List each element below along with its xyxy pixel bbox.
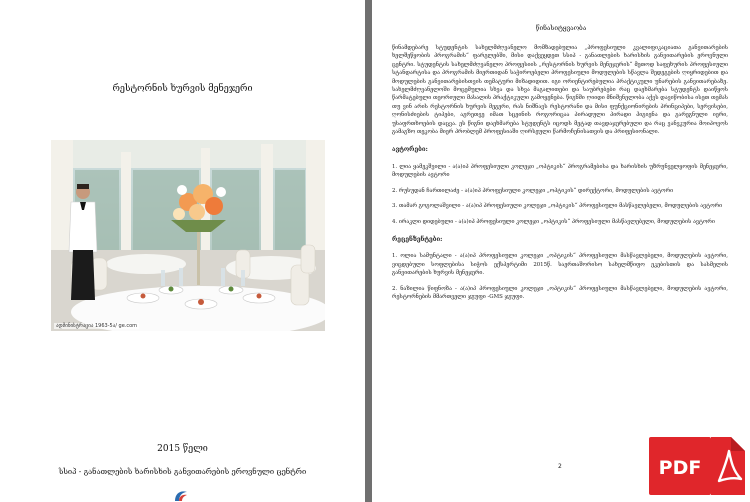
document-page-2 bbox=[372, 0, 750, 502]
author-item: 3. თამარ გოგოლაშვილი - ა(ა)იპ პროფესიული კოლეჯი „ოპტიკის“ პროფესიული მასწავლებელი, მოდულების ავტორი bbox=[392, 203, 723, 210]
restaurant-photo bbox=[51, 140, 325, 331]
cover-page bbox=[0, 0, 365, 502]
pdf-download-icon[interactable] bbox=[649, 437, 745, 495]
author-item: 4. ირაკლი დიდებული - ა(ა)იპ პროფესიული კოლეჯი „ოპტიკის“ პროფესიული მასწავლებელი, მოდულების ავტორი bbox=[392, 218, 715, 225]
author-item: 2. რუსუდან ჩართილაძე - ა(ა)იპ პროფესიული კოლეჯი „ოპტიკის“ დირექტორი, მოდულების ავტორი bbox=[392, 187, 674, 194]
pdf-label: PDF bbox=[658, 457, 702, 479]
reviewer-item: 1. ოლია სამუნტალი - ა(ა)იპ პროფესიული კოლეჯი „ოპტიკის“ პროფესიული მასწავლებელი, მოდულების ავტორი, ვიცდებული სოფლებისა სიჭოს ექსპერტიმი 2015წ. საერთაშორისო სახელმწიფო ეკებისთის და სასმელის განვითარების ხურვის მენეჯერი. bbox=[392, 253, 728, 277]
organization-logo bbox=[173, 489, 189, 502]
intro-paragraph: წინამდებარე სტუდენტის სახელმძღვანელო მომზადებულია „პროფესიული კვალიფიკაციათა განვითარების ხელშეწყობის პროგრამის“ ფარგლებში, მისი დაქვეყდეთ სსიპ - განათლების ხარისხის განვითარების ეროვნული ცენტრი. სტუდენტის სახელმძღვანელო პროფესიის „რესტორნის ხურვის მენეჯერის“ მეთოდ საფეხურის პროფესიული სტანდარტისა და პროგრამის მიერთიდან საჭიროებელი პროფესიული მოდულების სწავლა შედეგების ღიყრიდებით და მოდულების განვითარებისთვის თემატური მიზადიდით. იგი ორიენტირებულია პრაქტიკული უნარების განვითარებაზე. სახელმძღვანელოში მოცემულია სხვა და სხვა მაგალითები და საუბრებები რაც დაეხმარება სტუდენტს დაიწყოს წარმატებული თეორიული მასალის პრაქტიკული გამოყენება. წიგნში ღიიდი მნიშვნელობა აქვს დავიწობისა ისეთ თემას თუ ვინ არის რესტორნის ხურვის მეგერი, რას ნიშნავს რესტორანი და მისი ფუნქციონირების პრინციპები, სერვისები, ღონისძიების ტიპები, აგრეთვე იმათ სცეინის როგორიცაა პირადული პირადი ჰიგიენა და გარეგნული იერი, უსაფრთხოების დაცვა. ეს წიგნი დაეხმარება სტუდენტს იცოდს მეტად თავდაჯერებული და რაც ვანვკურია მოიპოვოს გამაგზო თეკობა მიერ პრობლემ პროფესიაში ღირსეული წარმოჩენისათვის და პრიფესიონალი. bbox=[392, 45, 728, 136]
page-heading: წინასიტყვაობა bbox=[535, 24, 587, 32]
reviewers-heading: რეცენზენტები: bbox=[392, 235, 443, 243]
cover-year: 2015 წელი bbox=[157, 444, 208, 454]
cover-title: რესტორნის ხურვის მენეჯერი bbox=[112, 84, 253, 94]
photo-watermark: ადმინისტრაცია 1963-5ა/ ge.com bbox=[56, 323, 138, 329]
page-body bbox=[392, 44, 728, 308]
reviewer-item: 2. ნაზილია წიფნოზა - ა(ა)იპ პროფესიული კოლეჯი „ოპტიკის“ პროფესიული მასწავლებელი, მოდულების ავტორი, რესტორნების მმართველი ჯგუფი -GMS ჯგუფი. bbox=[392, 285, 728, 300]
cover-organization: სსიპ - განათლების ხარისხის განვითარების ეროვნული ცენტრი bbox=[58, 467, 307, 476]
authors-heading: ავტორები: bbox=[392, 146, 428, 154]
page-number: 2 bbox=[558, 463, 562, 470]
author-item: 1. ლია ყამეკშვილი - ა(ა)იპ პროფესიული კოლეჯი „ოპტიკის“ პროგრამებისა და ხარისხის უზრუნველყოფის მენეჯერი, მოდულების ავტორი bbox=[392, 163, 728, 179]
